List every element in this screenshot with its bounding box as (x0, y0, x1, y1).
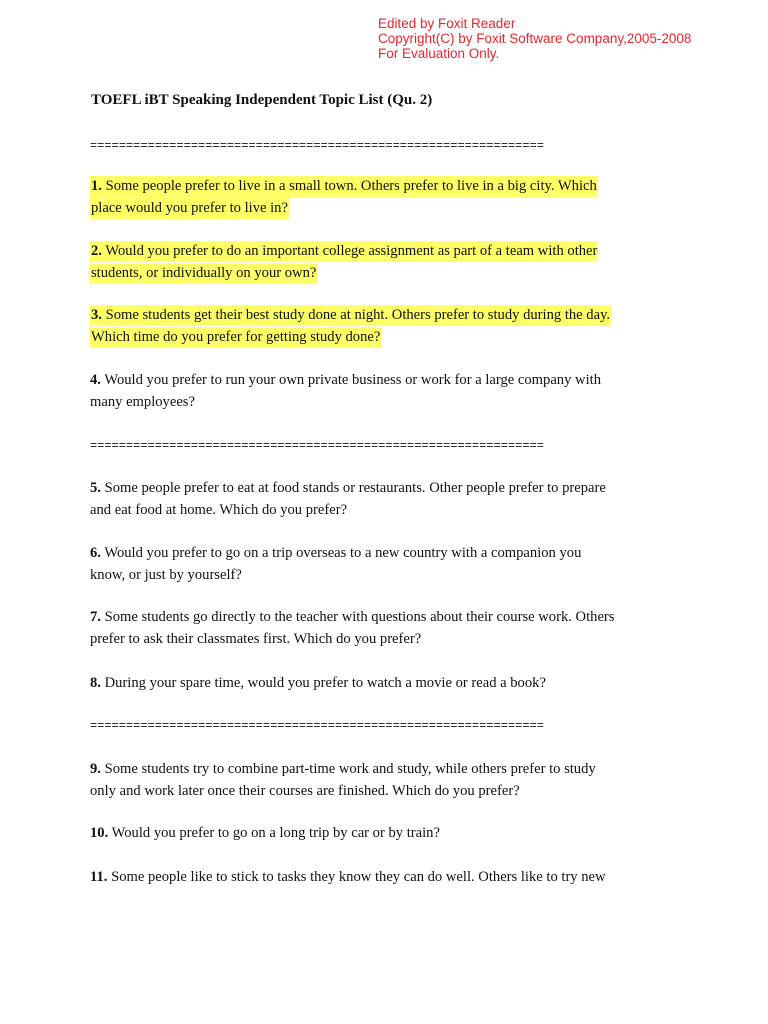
question-number: 2. (91, 243, 102, 259)
question-text-line: Some students try to combine part-time work and study, while others prefer to study (104, 761, 596, 777)
question-text-line: Would you prefer to go on a trip overseas to a new country with a companion you (104, 545, 582, 561)
question-item-7 (90, 606, 690, 650)
question-text-line: Some people prefer to eat at food stands or restaurants. Other people prefer to prepare (104, 480, 606, 496)
question-text-line: only and work later once their courses are finished. Which do you prefer? (90, 783, 520, 799)
question-number: 6. (90, 545, 101, 561)
question-text-line: Some students go directly to the teacher with questions about their course work. Others (104, 609, 615, 625)
question-item-10 (90, 822, 690, 844)
question-item-6 (90, 542, 690, 586)
question-text-line: place would you prefer to live in? (91, 200, 288, 216)
watermark-line-1: Edited by Foxit Reader (378, 16, 516, 31)
question-item-3 (90, 304, 690, 348)
question-number: 8. (90, 675, 101, 691)
question-number: 7. (90, 609, 101, 625)
question-number: 1. (91, 178, 102, 194)
separator-line: =============================================================== (90, 719, 545, 731)
question-item-8 (90, 672, 690, 694)
question-text-line: students, or individually on your own? (91, 265, 317, 281)
separator-line: =============================================================== (90, 139, 545, 151)
question-text-line: Which time do you prefer for getting study done? (91, 329, 381, 345)
question-number: 10. (90, 825, 109, 841)
question-text-line: Some students get their best study done at night. Others prefer to study during the day. (105, 307, 611, 323)
question-text-line: During your spare time, would you prefer to watch a movie or read a book? (104, 675, 546, 691)
question-item-1 (90, 175, 690, 219)
question-text-line: Some people prefer to live in a small town. Others prefer to live in a big city. Which (105, 178, 597, 194)
question-number: 4. (90, 372, 101, 388)
question-text-line: many employees? (90, 394, 195, 410)
question-item-2 (90, 240, 690, 284)
question-text-line: Would you prefer to run your own private business or work for a large company with (104, 372, 601, 388)
watermark-line-3: For Evaluation Only. (378, 46, 500, 61)
question-text-line: Would you prefer to do an important college assignment as part of a team with other (105, 243, 598, 259)
question-number: 3. (91, 307, 102, 323)
question-text-line: Some people like to stick to tasks they know they can do well. Others like to try new (111, 869, 606, 885)
watermark-line-2: Copyright(C) by Foxit Software Company,2005-2008 (378, 31, 692, 46)
question-item-11 (90, 866, 690, 888)
question-item-5 (90, 477, 690, 521)
question-number: 5. (90, 480, 101, 496)
question-item-9 (90, 758, 690, 802)
question-text-line: and eat food at home. Which do you prefer? (90, 502, 348, 518)
question-number: 9. (90, 761, 101, 777)
question-item-4 (90, 369, 690, 413)
foxit-watermark (378, 16, 691, 61)
separator-line: =============================================================== (90, 439, 545, 451)
question-text-line: Would you prefer to go on a long trip by car or by train? (111, 825, 440, 841)
question-text-line: know, or just by yourself? (90, 567, 242, 583)
page-title: TOEFL iBT Speaking Independent Topic List (Qu. 2) (91, 92, 433, 108)
question-text-line: prefer to ask their classmates first. Which do you prefer? (90, 631, 422, 647)
question-number: 11. (90, 869, 108, 885)
